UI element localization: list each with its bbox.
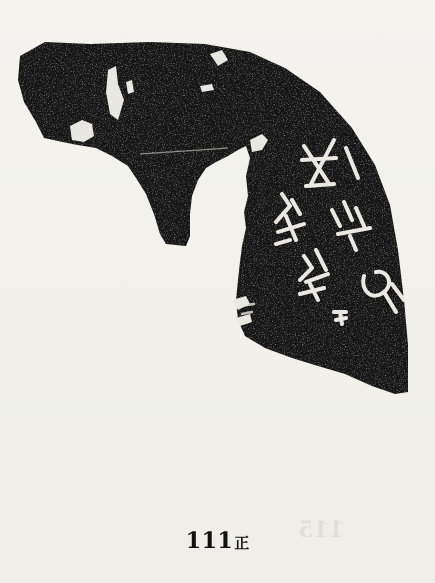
- plate-side-label: 正: [234, 534, 250, 552]
- bleed-through-number: 115: [298, 517, 344, 543]
- plate-number: 111: [185, 528, 234, 554]
- plate-caption: [0, 528, 435, 554]
